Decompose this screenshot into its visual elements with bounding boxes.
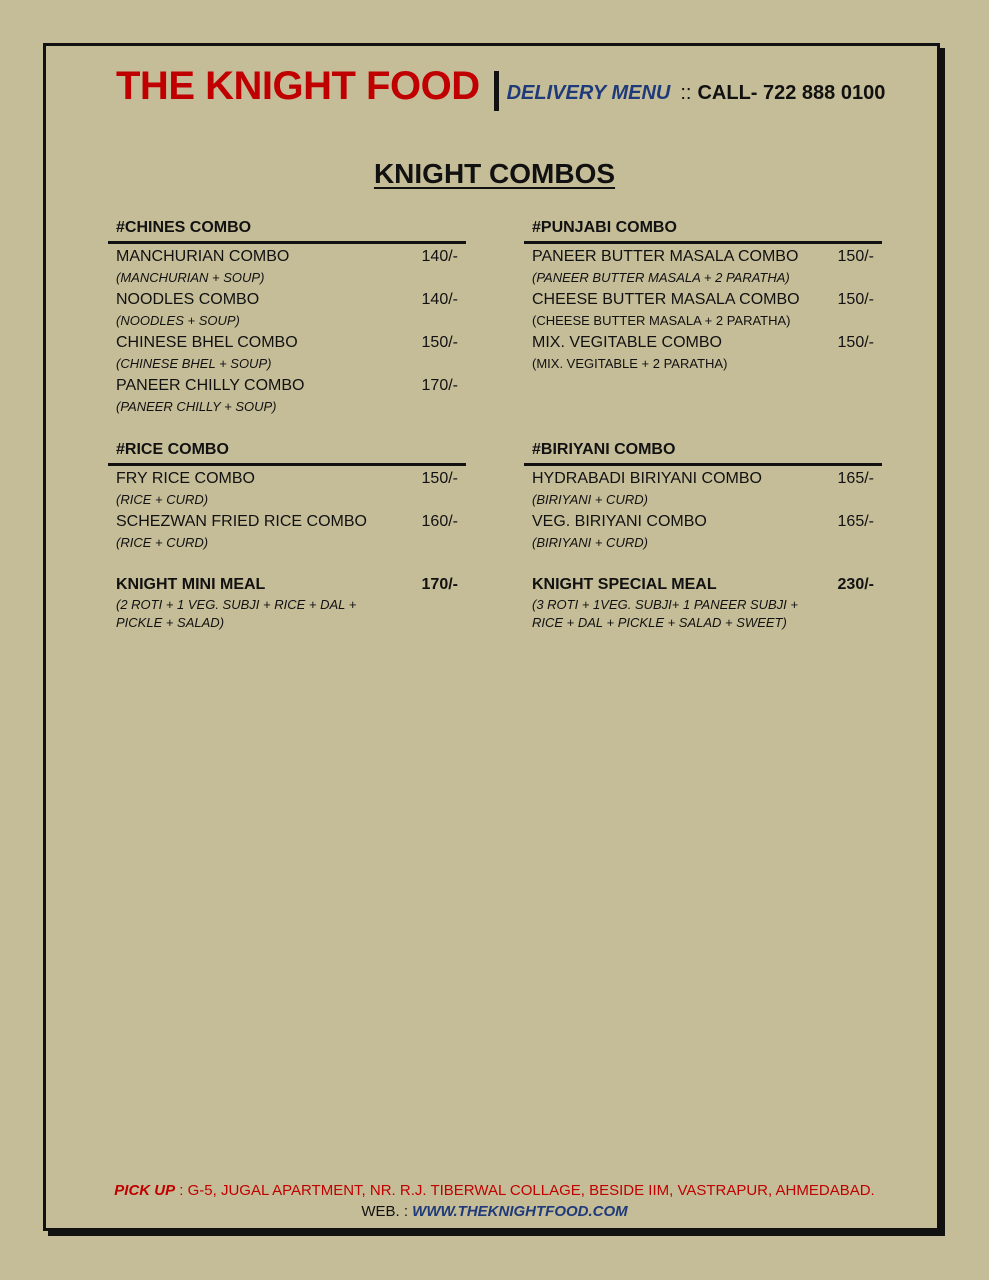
item-name: NOODLES COMBO	[116, 291, 260, 308]
header-separator: ::	[680, 82, 692, 104]
section-heading: #RICE COMBO	[108, 440, 466, 466]
item-description: (BIRIYANI + CURD)	[532, 535, 648, 550]
section-heading: #CHINES COMBO	[108, 218, 466, 244]
item-name: VEG. BIRIYANI COMBO	[532, 513, 707, 530]
item-name: CHINESE BHEL COMBO	[116, 334, 298, 351]
section-biriyani-combo	[524, 440, 882, 552]
knight-special-meal	[524, 572, 882, 632]
pickup-label: PICK UP	[114, 1182, 176, 1199]
item-description: (PANEER CHILLY + SOUP)	[116, 399, 277, 414]
section-chinese-combo	[108, 218, 466, 416]
page-title: KNIGHT COMBOS	[373, 158, 616, 189]
menu-item	[108, 246, 466, 287]
item-price: 150/-	[837, 248, 874, 265]
item-name: PANEER CHILLY COMBO	[116, 377, 305, 394]
meal-description: (2 ROTI + 1 VEG. SUBJI + RICE + DAL + PICKLE + SALAD)	[116, 597, 357, 630]
menu-item	[108, 375, 466, 416]
footer	[0, 1180, 989, 1222]
item-description: (NOODLES + SOUP)	[116, 313, 240, 328]
menu-item	[108, 511, 466, 552]
item-description: (RICE + CURD)	[116, 492, 209, 507]
item-price: 160/-	[421, 513, 458, 530]
delivery-menu-label: DELIVERY MENU	[506, 82, 671, 104]
web-line	[0, 1201, 989, 1222]
item-price: 140/-	[421, 291, 458, 308]
item-description: (CHEESE BUTTER MASALA + 2 PARATHA)	[532, 313, 791, 328]
menu-item	[524, 246, 882, 287]
item-price: 170/-	[421, 377, 458, 394]
item-name: FRY RICE COMBO	[116, 470, 255, 487]
menu-item	[524, 332, 882, 373]
section-punjabi-combo	[524, 218, 882, 373]
knight-mini-meal	[108, 572, 466, 632]
menu-item	[108, 468, 466, 509]
call-number: CALL- 722 888 0100	[697, 82, 886, 104]
item-price: 165/-	[837, 513, 874, 530]
pickup-address: : G-5, JUGAL APARTMENT, NR. R.J. TIBERWAL COLLAGE, BESIDE IIM, VASTRAPUR, AHMEDABAD.	[175, 1182, 875, 1199]
meal-name: KNIGHT MINI MEAL	[116, 576, 266, 593]
item-price: 150/-	[421, 334, 458, 351]
brand-name: THE KNIGHT FOOD	[116, 64, 480, 108]
item-description: (BIRIYANI + CURD)	[532, 492, 648, 507]
item-description: (PANEER BUTTER MASALA + 2 PARATHA)	[532, 270, 790, 285]
section-heading: #BIRIYANI COMBO	[524, 440, 882, 466]
pickup-line	[0, 1180, 989, 1201]
item-name: CHEESE BUTTER MASALA COMBO	[532, 291, 800, 308]
item-name: PANEER BUTTER MASALA COMBO	[532, 248, 799, 265]
item-price: 150/-	[421, 470, 458, 487]
item-name: MANCHURIAN COMBO	[116, 248, 290, 265]
item-price: 165/-	[837, 470, 874, 487]
item-description: (RICE + CURD)	[116, 535, 209, 550]
menu-item	[524, 289, 882, 330]
item-name: HYDRABADI BIRIYANI COMBO	[532, 470, 762, 487]
section-rice-combo	[108, 440, 466, 552]
item-description: (CHINESE BHEL + SOUP)	[116, 356, 272, 371]
item-price: 150/-	[837, 334, 874, 351]
item-price: 150/-	[837, 291, 874, 308]
website-link[interactable]: WWW.THEKNIGHTFOOD.COM	[412, 1203, 628, 1220]
item-description: (MANCHURIAN + SOUP)	[116, 270, 265, 285]
meal-description: (3 ROTI + 1VEG. SUBJI+ 1 PANEER SUBJI + RICE + DAL + PICKLE + SALAD + SWEET)	[532, 597, 798, 630]
menu-item	[108, 332, 466, 373]
menu-item	[108, 289, 466, 330]
item-price: 140/-	[421, 248, 458, 265]
header-divider	[494, 71, 499, 111]
section-heading: #PUNJABI COMBO	[524, 218, 882, 244]
meal-name: KNIGHT SPECIAL MEAL	[532, 576, 717, 593]
menu-item	[524, 468, 882, 509]
menu-header	[116, 64, 885, 109]
web-label: WEB. :	[361, 1203, 413, 1220]
item-name: MIX. VEGITABLE COMBO	[532, 334, 722, 351]
menu-item	[524, 511, 882, 552]
item-description: (MIX. VEGITABLE + 2 PARATHA)	[532, 356, 728, 371]
meal-price: 170/-	[421, 576, 458, 593]
item-name: SCHEZWAN FRIED RICE COMBO	[116, 513, 367, 530]
meal-price: 230/-	[837, 576, 874, 593]
